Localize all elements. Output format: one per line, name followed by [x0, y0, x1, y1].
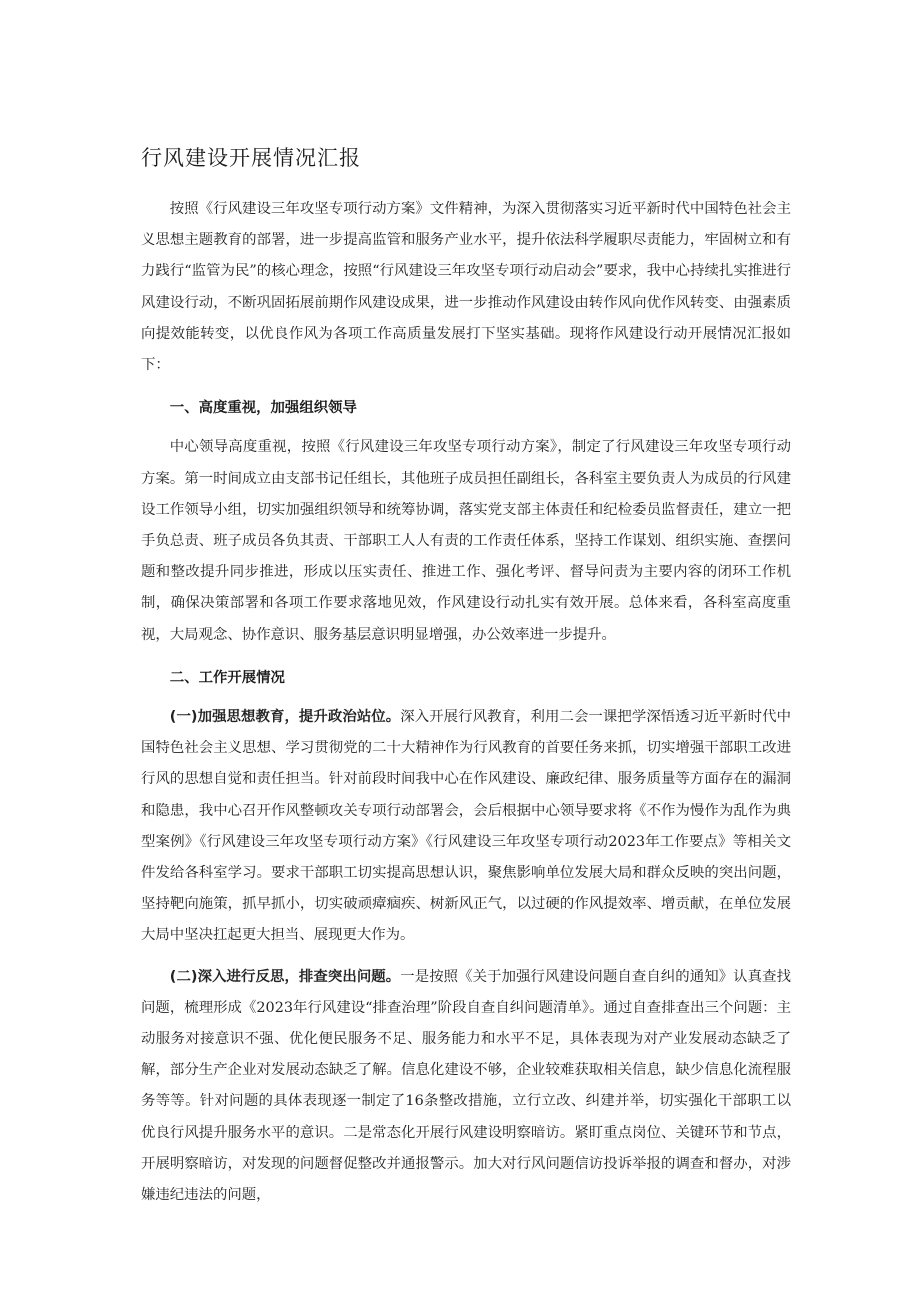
intro-paragraph: 按照《行风建设三年攻坚专项行动方案》文件精神，为深入贯彻落实习近平新时代中国特色社会主义思想主题教育的部署，进一步提高监管和服务产业水平，提升依法科学履职尽责能力，牢固树立和有力践行“监管为民”的核心理念，按照“行风建设三年攻坚专项行动启动会”要求，我中心持续扎实推进行风建设行动，不断巩固拓展前期作风建设成果，进一步推动作风建设由转作风向优作风转变、由强素质向提效能转变，以优良作风为各项工作高质量发展打下坚实基础。现将作风建设行动开展情况汇报如下：	[141, 201, 791, 374]
section-2-heading: 二、工作开展情况	[169, 669, 285, 686]
section-1-heading: 一、高度重视，加强组织领导	[169, 400, 357, 417]
section-2-item-2-body: 一是按照《关于加强行风建设问题自查自纠的通知》认真查找问题，梳理形成《2023年行风建设“排查治理”阶段自查自纠问题清单》。通过自查排查出三个问题：主动服务对接意识不强、优化便民服务不足、服务能力和水平不足，具体表现为对产业发展动态缺乏了解，部分生产企业对发展动态缺乏了解。信息化建设不够，企业较难获取相关信息，缺少信息化流程服务等等。针对问题的具体表现逐一制定了16条整改措施，立行立改、纠建并举，切实强化干部职工以优良行风提升服务水平的意识。二是常态化开展行风建设明察暗访。紧盯重点岗位、关键环节和节点，开展明察暗访，对发现的问题督促整改并通报警示。加大对行风问题信访投诉举报的调查和督办，对涉嫌违纪违法的问题，	[141, 968, 791, 1204]
section-1-paragraph: 中心领导高度重视，按照《行风建设三年攻坚专项行动方案》，制定了行风建设三年攻坚专项行动方案。第一时间成立由支部书记任组长，其他班子成员担任副组长，各科室主要负责人为成员的行风建设工作领导小组，切实加强组织领导和统筹协调，落实党支部主体责任和纪检委员监督责任，建立一把手负总责、班子成员各负其责、干部职工人人有责的工作责任体系，坚持工作谋划、组织实施、查摆问题和整改提升同步推进，形成以压实责任、推进工作、强化考评、督导问责为主要内容的闭环工作机制，确保决策部署和各项工作要求落地见效，作风建设行动扎实有效开展。总体来看，各科室高度重视，大局观念、协作意识、服务基层意识明显增强，办公效率进一步提升。	[141, 439, 791, 643]
document-body	[141, 194, 791, 1211]
section-2-item-2-paragraph	[141, 962, 791, 1212]
section-2-item-1-body: 深入开展行风教育，利用二会一课把学深悟透习近平新时代中国特色社会主义思想、学习贯彻党的二十大精神作为行风教育的首要任务来抓，切实增强干部职工改进行风的思想自觉和责任担当。针对前段时间我中心在作风建设、廉政纪律、服务质量等方面存在的漏洞和隐患，我中心召开作风整顿攻关专项行动部署会，会后根据中心领导要求将《不作为慢作为乱作为典型案例》《行风建设三年攻坚专项行动方案》《行风建设三年攻坚专项行动2023年工作要点》等相关文件发给各科室学习。要求干部职工切实提高思想认识，聚焦影响单位发展大局和群众反映的突出问题，坚持靶向施策，抓早抓小，切实破顽瘴痼疾、树新风正气，以过硬的作风提效率、增贡献，在单位发展大局中坚决扛起更大担当、展现更大作为。	[141, 709, 791, 944]
section-2-item-2-lead: (二)深入进行反思，排查突出问题。	[169, 968, 401, 985]
section-2-item-1-paragraph	[141, 702, 791, 952]
section-2-item-1-lead: (一)加强思想教育，提升政治站位。	[169, 709, 401, 726]
document-title: 行风建设开展情况汇报	[141, 146, 361, 170]
